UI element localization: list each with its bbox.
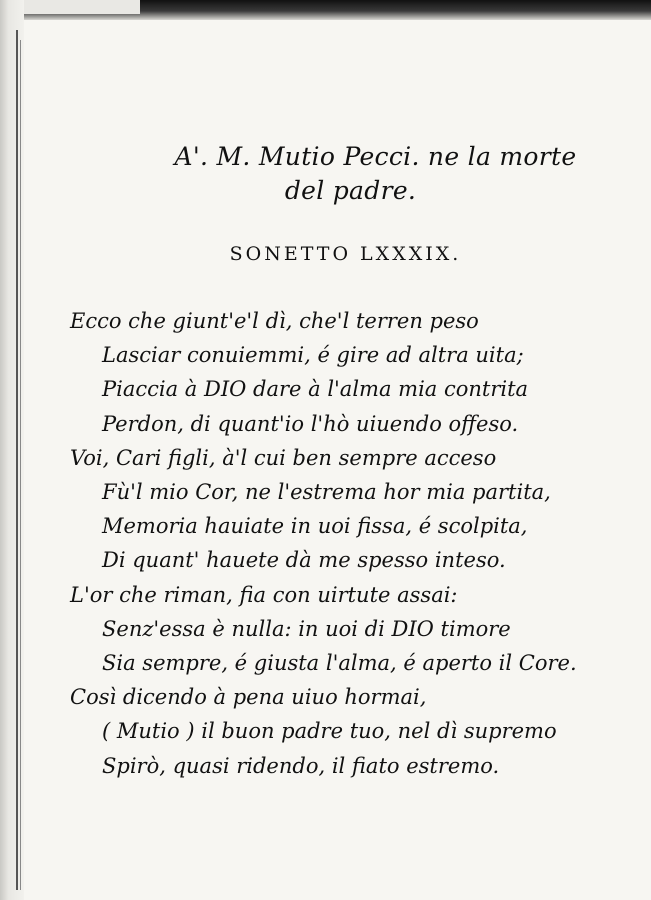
poem-line: Ecco che giunt'e'l dì, che'l terren peso	[70, 309, 479, 333]
heading-line-2: del padre.	[284, 176, 417, 205]
poem-line: L'or che riman, fia con uirtute assai:	[70, 582, 458, 607]
poem-line: Sia sempre, é giusta l'alma, é aperto il Core.	[102, 651, 577, 676]
poem-line: Così dicendo à pena uiuo hormai,	[70, 685, 427, 710]
poem-line: Spirò, quasi ridendo, il fiato estremo.	[102, 753, 500, 778]
poem-line: ( Mutio ) il buon padre tuo, nel dì supremo	[102, 719, 557, 744]
poem-line: Di quant' hauete dà me spesso inteso.	[102, 548, 506, 573]
poem-line: Voi, Cari figli, à'l cui ben sempre acceso	[70, 445, 497, 470]
poem-line: Perdon, di quant'io l'hò uiuendo offeso.	[102, 411, 519, 436]
sonnet-text	[70, 304, 577, 783]
poem-line: Piaccia à DIO dare à l'alma mia contrita	[102, 377, 529, 402]
reverse-page-show-through	[545, 290, 651, 430]
poem-line: Memoria hauiate in uoi fissa, é scolpita,	[102, 514, 528, 539]
heading-line-1: A'. M. Mutio Pecci. ne la morte	[174, 142, 577, 171]
sonnet-title: SONETTO LXXXIX.	[229, 243, 462, 265]
poem-dedication-heading	[0, 140, 651, 208]
poem-line: Lasciar conuiemmi, é gire ad altra uita;	[102, 343, 524, 368]
poem-line: Senz'essa è nulla: in uoi di DIO timore	[102, 616, 511, 641]
poem-line: Fù'l mio Cor, ne l'estrema hor mia partita,	[102, 480, 551, 505]
